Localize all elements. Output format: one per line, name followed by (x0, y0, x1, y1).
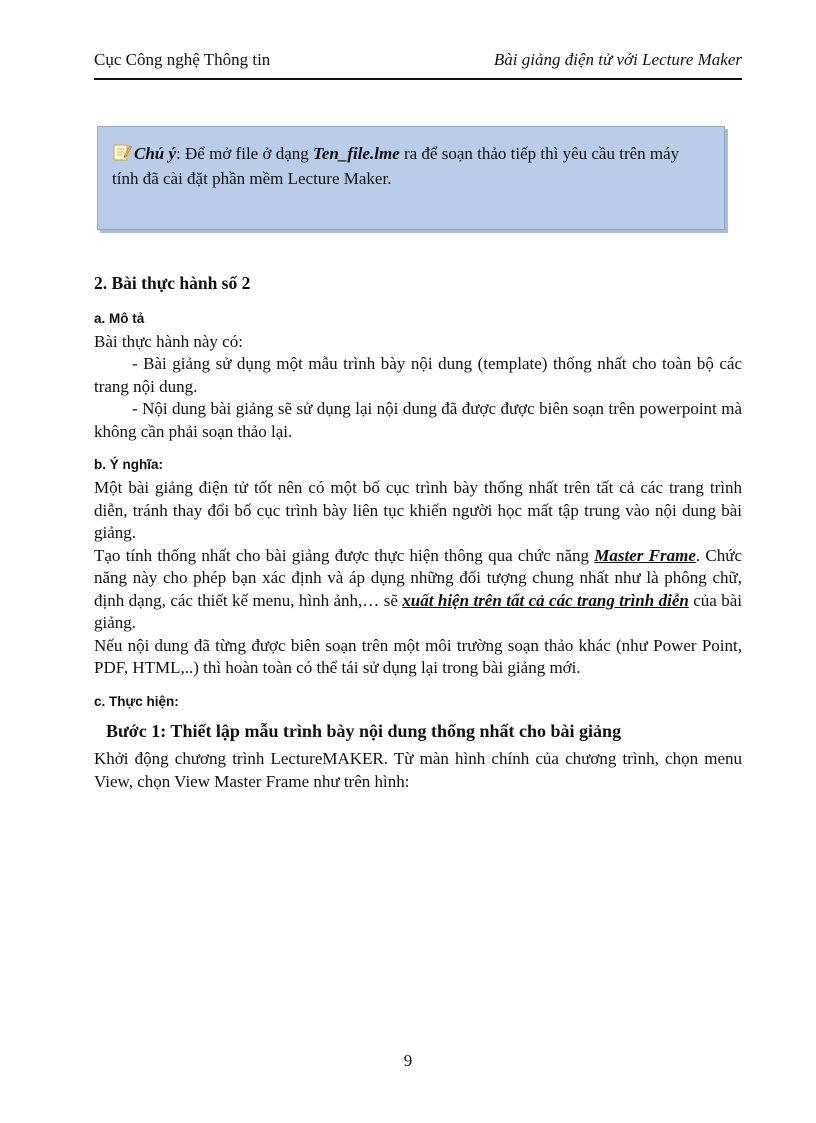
step-1-title: Bước 1: Thiết lập mẫu trình bày nội dung thống nhất cho bài giảng (106, 720, 622, 741)
master-frame-term: Master Frame (594, 545, 696, 565)
heading-a: a. Mô tả (94, 310, 145, 326)
header-divider (94, 78, 742, 80)
note-text-after: ra để soạn thảo tiếp thì yêu cầu trên máy tính đã cài đặt phần mềm Lecture Maker. (112, 144, 680, 188)
a-intro: Bài thực hành này có: (94, 331, 243, 351)
page-number: 9 (403, 1051, 413, 1070)
header-right: Bài giảng điện tử với Lecture Maker (493, 50, 742, 69)
b-p2-b: . Chức năng này cho phép bạn xác định và áp dụng những đối tượng chung nhất như là phông chữ, định dạng, các thiết kế menu, hình ảnh,… sẽ (94, 545, 742, 610)
b-paragraph-3: Nếu nội dung đã từng được biên soạn trên một môi trường soạn thảo khác (như Power Point, PDF, HTML,..) thì hoàn toàn có thể tái sử dụng lại trong bài giảng mới. (94, 635, 742, 677)
emphasis-all-pages: xuất hiện trên tất cả các trang trình diễn (402, 590, 689, 610)
b-p2-c: của bài giảng. (94, 590, 743, 632)
header-left: Cục Công nghệ Thông tin (94, 50, 271, 69)
heading-c: c. Thực hiện: (94, 693, 179, 709)
note-text-before: : Để mở file ở dạng (176, 144, 313, 163)
heading-b: b. Ý nghĩa: (94, 457, 163, 472)
main-content (94, 272, 742, 793)
note-label: Chú ý (134, 144, 177, 163)
note-pencil-icon (112, 142, 132, 162)
note-box (97, 126, 725, 230)
page-header (94, 50, 742, 70)
b-paragraph-1: Một bài giảng điện tử tốt nên có một bố cục trình bày thống nhất trên tất cả các trang trình diễn, tránh thay đổi bố cục trình bày liên tục khiến người học mất tập trung vào nội dung bài giảng. (94, 478, 742, 542)
note-filename: Ten_file.lme (313, 144, 400, 163)
b-p2-a: Tạo tính thống nhất cho bài giảng được thực hiện thông qua chức năng (94, 545, 595, 565)
a-item-1: - Bài giảng sử dụng một mẫu trình bày nội dung (template) thống nhất cho toàn bộ các trang nội dung. (94, 354, 742, 396)
section-title: 2. Bài thực hành số 2 (94, 273, 251, 293)
c-paragraph-1: Khởi động chương trình LectureMAKER. Từ màn hình chính của chương trình, chọn menu View, chọn View Master Frame như trên hình: (94, 749, 742, 791)
b-paragraph-2 (94, 545, 742, 635)
a-item-2: - Nội dung bài giảng sẽ sử dụng lại nội dung đã được được biên soạn trên powerpoint mà không cần phải soạn thảo lại. (94, 399, 742, 441)
